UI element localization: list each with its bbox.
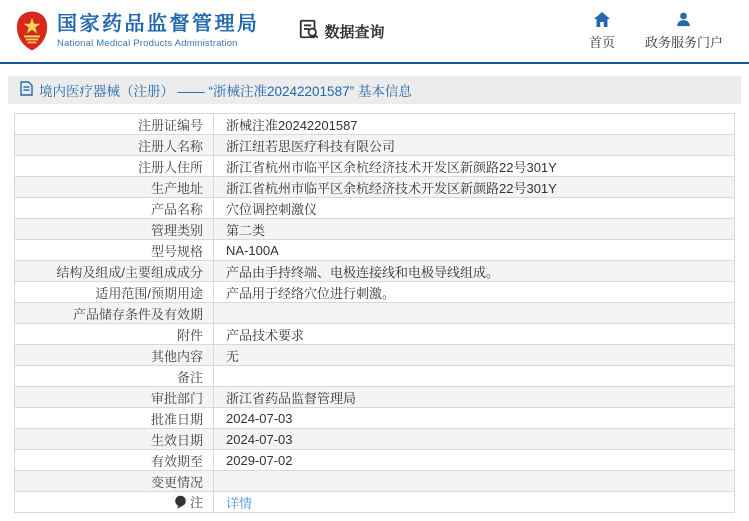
breadcrumb-text: 境内医疗器械（注册） —— “浙械注准20242201587” 基本信息 xyxy=(39,84,412,99)
table-row xyxy=(15,345,735,366)
row-value: 第二类 xyxy=(214,219,735,240)
row-label: 产品名称 xyxy=(15,198,214,219)
row-label: 其他内容 xyxy=(15,345,214,366)
row-value xyxy=(214,366,735,387)
table-row xyxy=(15,240,735,261)
row-label: 有效期至 xyxy=(15,450,214,471)
row-label: 产品储存条件及有效期 xyxy=(15,303,214,324)
table-row-note xyxy=(15,492,735,513)
row-label: 注册人名称 xyxy=(15,135,214,156)
row-value: 浙江省杭州市临平区余杭经济技术开发区新颜路22号301Y xyxy=(214,156,735,177)
table-row xyxy=(15,408,735,429)
row-label: 结构及组成/主要组成成分 xyxy=(15,261,214,282)
user-icon xyxy=(676,12,691,27)
table-row xyxy=(15,471,735,492)
row-value: 2024-07-03 xyxy=(214,408,735,429)
row-value: 浙械注准20242201587 xyxy=(214,114,735,135)
table-row xyxy=(15,387,735,408)
row-value: 产品用于经络穴位进行刺激。 xyxy=(214,282,735,303)
row-label: 注册人住所 xyxy=(15,156,214,177)
table-row xyxy=(15,198,735,219)
row-value: 2024-07-03 xyxy=(214,429,735,450)
site-subtitle: National Medical Products Administration xyxy=(57,38,238,49)
table-row xyxy=(15,261,735,282)
header-divider xyxy=(0,62,749,64)
table-row xyxy=(15,303,735,324)
row-value: 无 xyxy=(214,345,735,366)
table-row xyxy=(15,450,735,471)
row-value: 浙江纽若思医疗科技有限公司 xyxy=(214,135,735,156)
row-value: 2029-07-02 xyxy=(214,450,735,471)
site-title: 国家药品监督管理局 xyxy=(57,13,260,35)
document-search-icon xyxy=(298,18,320,44)
nav-home[interactable] xyxy=(589,12,615,51)
row-label: 备注 xyxy=(15,366,214,387)
nav-home-label: 首页 xyxy=(588,34,615,50)
data-query-link[interactable] xyxy=(298,18,385,44)
document-icon xyxy=(20,81,33,99)
row-label: 型号规格 xyxy=(15,240,214,261)
row-value: 产品由手持终端、电极连接线和电极导线组成。 xyxy=(214,261,735,282)
row-value: 浙江省杭州市临平区余杭经济技术开发区新颜路22号301Y xyxy=(214,177,735,198)
row-label: 注册证编号 xyxy=(15,114,214,135)
row-label: 生效日期 xyxy=(15,429,214,450)
table-row xyxy=(15,324,735,345)
row-value xyxy=(214,303,735,324)
table-row xyxy=(15,219,735,240)
table-row xyxy=(15,366,735,387)
table-row xyxy=(15,114,735,135)
detail-link[interactable]: 详情 xyxy=(226,495,253,511)
table-row xyxy=(15,135,735,156)
row-label: 管理类别 xyxy=(15,219,214,240)
row-value: 穴位调控刺激仪 xyxy=(214,198,735,219)
row-value: 产品技术要求 xyxy=(214,324,735,345)
row-value xyxy=(214,492,735,513)
home-icon xyxy=(594,12,610,27)
table-row xyxy=(15,156,735,177)
data-query-label: 数据查询 xyxy=(324,23,385,41)
row-label: 适用范围/预期用途 xyxy=(15,282,214,303)
row-label: 变更情况 xyxy=(15,471,214,492)
row-label: 批准日期 xyxy=(15,408,214,429)
row-value xyxy=(214,471,735,492)
table-row xyxy=(15,429,735,450)
header-nav xyxy=(589,12,733,51)
note-label: 注 xyxy=(189,495,203,510)
breadcrumb xyxy=(8,76,741,104)
row-value: 浙江省药品监督管理局 xyxy=(214,387,735,408)
comment-icon xyxy=(174,495,187,512)
table-row xyxy=(15,282,735,303)
row-label: 审批部门 xyxy=(15,387,214,408)
table-row xyxy=(15,177,735,198)
row-label: 附件 xyxy=(15,324,214,345)
nav-gov-portal-label: 政务服务门户 xyxy=(644,34,723,50)
row-label xyxy=(15,492,214,513)
nav-gov-portal[interactable] xyxy=(645,12,723,51)
row-label: 生产地址 xyxy=(15,177,214,198)
site-header xyxy=(0,0,749,62)
site-title-block xyxy=(57,13,260,49)
national-emblem-logo xyxy=(16,10,48,52)
info-table xyxy=(14,113,735,513)
row-value: NA-100A xyxy=(214,240,735,261)
